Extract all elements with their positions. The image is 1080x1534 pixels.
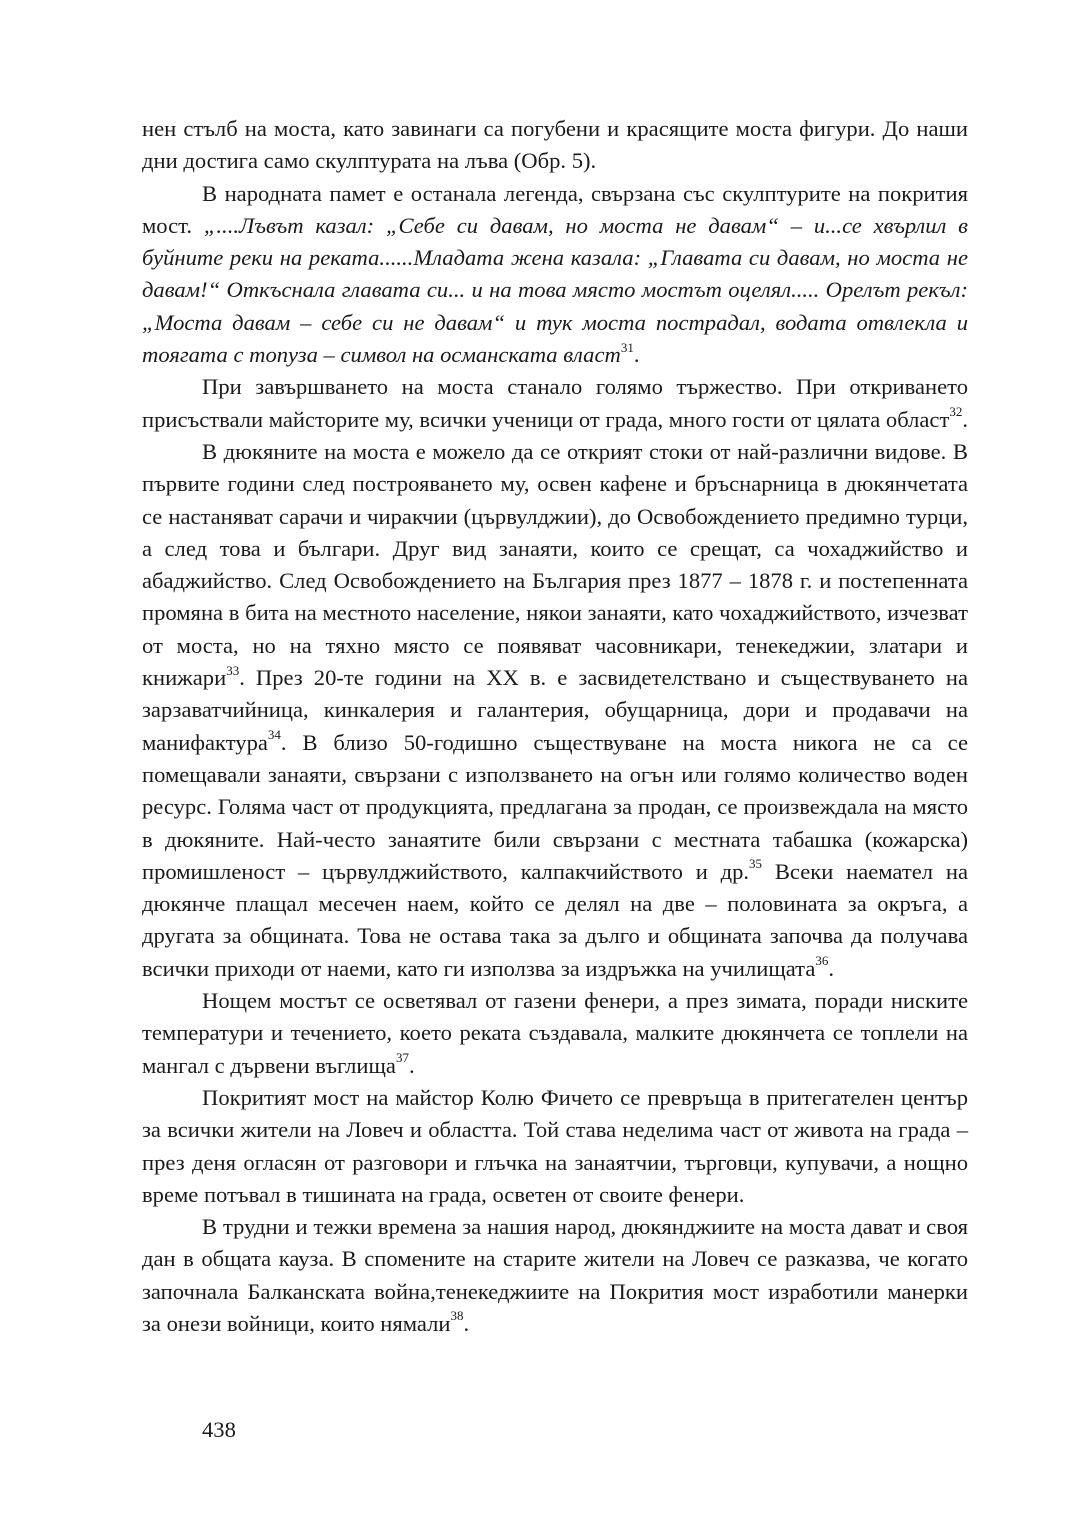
footnote-ref-31: 31 [620,339,634,355]
paragraph-text: . В близо 50-годишно съществуване на моста никога не са се помещавали занаяти, свързани с използването на огън или голямо количество воден ресурс. Голяма част от продукцията, предлагана за продан, се произвеждала на място в дюкяните. Най-често занаятите били свързани с местната табашка (кожарска) промишленост – цървулджийството, калпакчийството и др. [142,729,968,884]
paragraph-text: Всеки наемател на дюкянче плащал месечен наем, който се делял на две – половината за окръга, а другата за общината. Това не остава така за дълго и общината започва да получава всички приходи от наеми, като ги използва за издръжка на училищата [142,858,968,981]
paragraph-text: В дюкяните на моста е можело да се открият стоки от най-различни видове. В първите години след построяването му, освен кафене и бръснарница в дюкянчетата се настаняват сарачи и чиракчии (цървулджии), до Освобождението предимно турци, а след това и българи. Друг вид занаяти, които се срещат, са чохаджийство и абаджийство. След Освобождението на България през 1877 – 1878 г. и постепенната промяна в бита на местното население, някои занаяти, като чохаджийството, изчезват от моста, но на тяхно място се появяват часовникари, тенекеджии, златари и книжари [142,438,968,691]
footnote-ref-37: 37 [395,1050,409,1066]
footnote-ref-38: 38 [450,1308,464,1324]
footnote-ref-35: 35 [749,856,763,872]
paragraph-5 [142,985,968,1082]
paragraph-text: нен стълб на моста, като завинаги са погубени и красящите моста фигури. До наши дни достига само скулптурата на лъва (Обр. 5). [142,116,968,174]
paragraph-3 [142,371,968,436]
paragraph-2 [142,178,968,372]
paragraph-text: Нощем мостът се осветявал от газени фенери, а през зимата, поради ниските температури и течението, което реката създавала, малките дюкянчета се топлели на мангал с дървени въглища [142,988,968,1078]
paragraph-tail: . [828,955,835,981]
paragraph-text: . През 20-те години на XX в. е засвидетелствано и съществуването на зарзаватчийница, кинкалерия и галантерия, обущарница, дори и продавачи на манифактура [142,665,968,755]
paragraph-7 [142,1211,968,1340]
paragraph-tail: . [408,1052,415,1078]
footnote-ref-36: 36 [815,953,829,969]
paragraph-text: При завършването на моста станало голямо тържество. При откриването присъствали майсторите му, всички ученици от града, много гости от цялата област [142,374,968,432]
paragraph-tail: . [633,342,640,368]
page-body [142,113,968,1340]
footnote-ref-33: 33 [226,662,240,678]
paragraph-tail: . [463,1310,470,1336]
paragraph-1 [142,113,968,178]
paragraph-text: В трудни и тежки времена за нашия народ, дюкянджиите на моста дават и своя дан в общата кауза. В спомените на старите жители на Ловеч се разказва, че когато започнала Балканската война,тенекеджиите на Покрития мост изработили манерки за онези войници, които нямали [142,1214,968,1336]
paragraph-tail: . [962,406,968,432]
paragraph-text: Покритият мост на майстор Колю Фичето се превръща в притегателен център за всички жители на Ловеч и областта. Той става неделима част от живота на града – през деня огласян от разговори и глъчка на занаятчии, търговци, купувачи, а нощно време потъвал в тишината на града, осветен от своите фенери. [142,1084,968,1207]
paragraph-4 [142,436,968,985]
paragraph-6 [142,1082,968,1211]
paragraph-text: В народната памет е останала легенда, свързана със скулптурите на покрития мост. [142,180,968,238]
footnote-ref-32: 32 [949,404,963,420]
footnote-ref-34: 34 [267,727,281,743]
page-number: 438 [202,1417,236,1442]
legend-quote: „....Лъвът казал: „Себе си давам, но моста не давам“ – и...се хвърлил в буйните реки на реката......Младата жена казала: „Главата си давам, но моста не давам!“ Откъснала главата си... и на това място мостът оцелял..... Орелът рекъл: „Моста давам – себе си не давам“ и тук моста пострадал, водата отвлекла и тоягата с топуза – символ на османската власт [142,212,968,368]
